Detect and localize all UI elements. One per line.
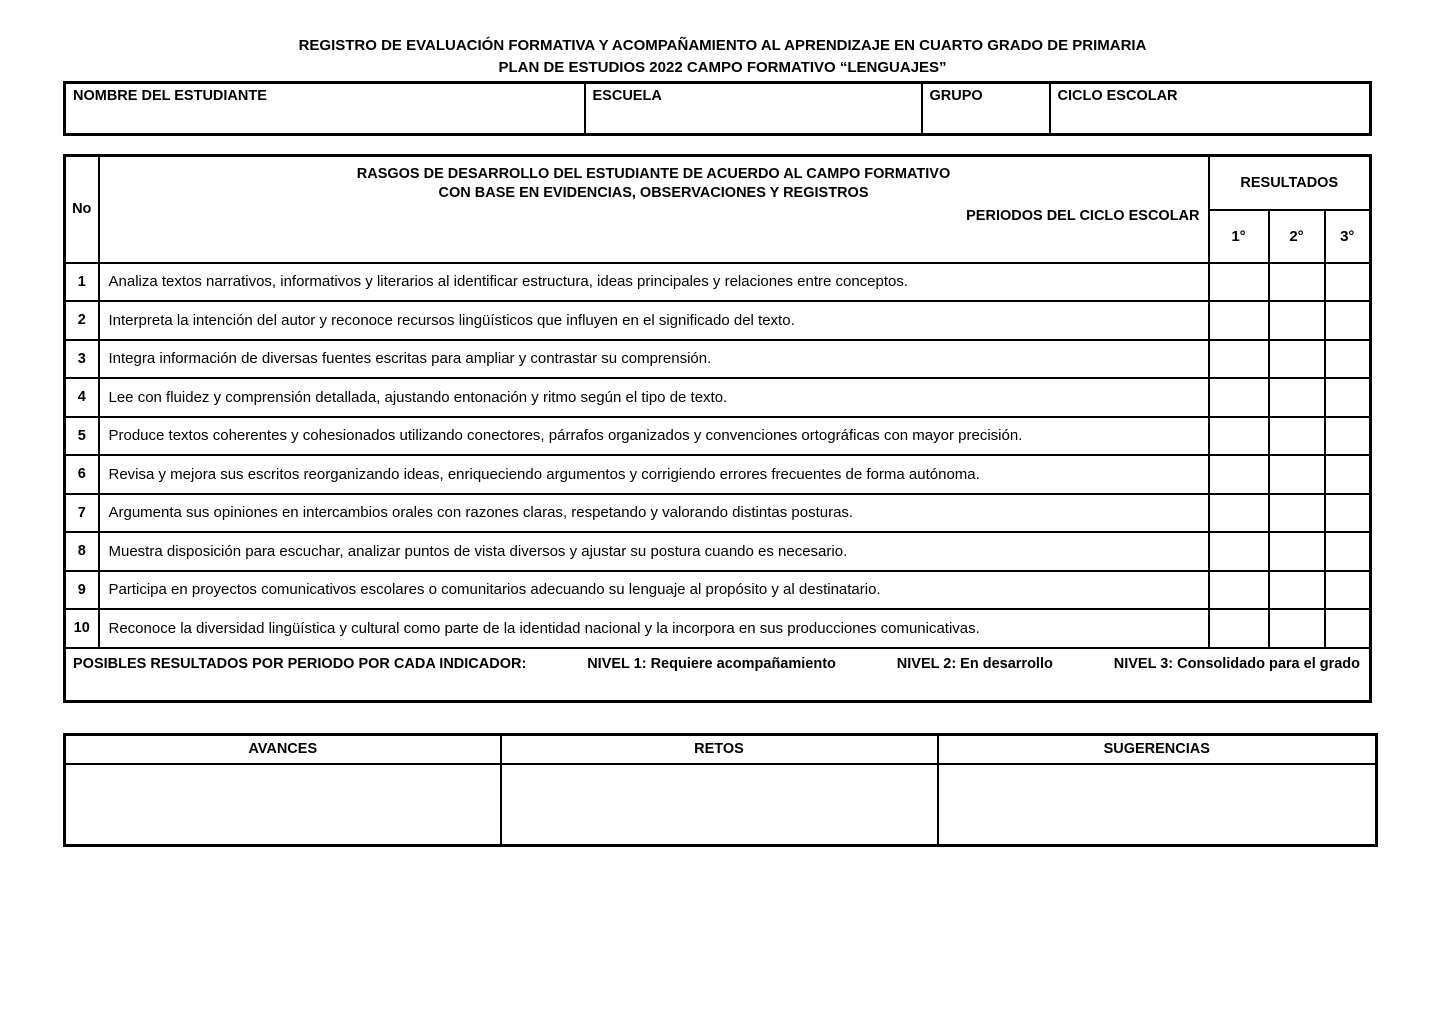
result-cell-period-1[interactable] [1209, 378, 1269, 417]
no-column-header: No [65, 156, 99, 263]
result-cell-period-3[interactable] [1325, 455, 1371, 494]
result-cell-period-2[interactable] [1269, 378, 1325, 417]
feedback-table [63, 733, 1378, 847]
result-cell-period-3[interactable] [1325, 378, 1371, 417]
row-number: 4 [65, 378, 99, 417]
sugerencias-field[interactable] [938, 764, 1377, 846]
student-info-row [65, 83, 1371, 135]
result-cell-period-3[interactable] [1325, 571, 1371, 610]
result-cell-period-1[interactable] [1209, 340, 1269, 379]
student-name-field[interactable] [65, 83, 585, 135]
rasgos-header-line-1: RASGOS DE DESARROLLO DEL ESTUDIANTE DE ACUERDO AL CAMPO FORMATIVO [356, 166, 951, 182]
indicator-row [65, 301, 1371, 340]
result-cell-period-1[interactable] [1209, 609, 1269, 648]
indicator-text: Reconoce la diversidad lingüística y cultural como parte de la identidad nacional y la incorpora en sus producciones comunicativas. [99, 609, 1209, 648]
legend-cell [65, 648, 1371, 702]
period-1-header: 1° [1209, 210, 1269, 263]
result-cell-period-2[interactable] [1269, 494, 1325, 533]
result-cell-period-3[interactable] [1325, 263, 1371, 302]
legend-level-3: NIVEL 3: Consolidado para el grado [1113, 655, 1361, 672]
row-number: 8 [65, 532, 99, 571]
results-header: RESULTADOS [1209, 156, 1371, 210]
indicator-row [65, 340, 1371, 379]
result-cell-period-3[interactable] [1325, 609, 1371, 648]
rasgos-header-line-2: CON BASE EN EVIDENCIAS, OBSERVACIONES Y REGISTROS [438, 185, 869, 201]
indicator-row [65, 532, 1371, 571]
result-cell-period-1[interactable] [1209, 455, 1269, 494]
row-number: 5 [65, 417, 99, 456]
result-cell-period-3[interactable] [1325, 494, 1371, 533]
result-cell-period-3[interactable] [1325, 417, 1371, 456]
indicator-row [65, 609, 1371, 648]
row-number: 7 [65, 494, 99, 533]
document-title [0, 35, 1445, 79]
indicator-text: Participa en proyectos comunicativos escolares o comunitarios adecuando su lenguaje al propósito y al destinatario. [99, 571, 1209, 610]
school-field[interactable] [585, 83, 922, 135]
school-year-label: CICLO ESCOLAR [1057, 88, 1178, 104]
legend-content [66, 649, 1369, 672]
result-cell-period-2[interactable] [1269, 532, 1325, 571]
result-cell-period-2[interactable] [1269, 455, 1325, 494]
period-2-header: 2° [1269, 210, 1325, 263]
period-3-header: 3° [1325, 210, 1371, 263]
indicators-header-row-1 [65, 156, 1371, 210]
student-name-label: NOMBRE DEL ESTUDIANTE [73, 88, 267, 104]
row-number: 9 [65, 571, 99, 610]
indicator-row [65, 494, 1371, 533]
result-cell-period-2[interactable] [1269, 571, 1325, 610]
indicator-text: Produce textos coherentes y cohesionados utilizando conectores, párrafos organizados y convenciones ortográficas con mayor precisión. [99, 417, 1209, 456]
result-cell-period-1[interactable] [1209, 494, 1269, 533]
indicator-row [65, 417, 1371, 456]
result-cell-period-3[interactable] [1325, 340, 1371, 379]
indicator-text: Revisa y mejora sus escritos reorganizando ideas, enriqueciendo argumentos y corrigiendo errores frecuentes de forma autónoma. [99, 455, 1209, 494]
legend-row [65, 648, 1371, 702]
rasgos-column-header [99, 156, 1209, 263]
avances-header: AVANCES [65, 735, 501, 764]
result-cell-period-1[interactable] [1209, 571, 1269, 610]
school-year-field[interactable] [1050, 83, 1371, 135]
sugerencias-header: SUGERENCIAS [938, 735, 1377, 764]
result-cell-period-2[interactable] [1269, 340, 1325, 379]
indicator-text: Argumenta sus opiniones en intercambios orales con razones claras, respetando y valorando distintas posturas. [99, 494, 1209, 533]
rasgos-header-lines [106, 165, 1202, 203]
indicator-row [65, 378, 1371, 417]
retos-header: RETOS [501, 735, 938, 764]
avances-field[interactable] [65, 764, 501, 846]
row-number: 2 [65, 301, 99, 340]
indicator-row [65, 455, 1371, 494]
row-number: 3 [65, 340, 99, 379]
result-cell-period-2[interactable] [1269, 263, 1325, 302]
result-cell-period-3[interactable] [1325, 301, 1371, 340]
result-cell-period-1[interactable] [1209, 532, 1269, 571]
result-cell-period-1[interactable] [1209, 301, 1269, 340]
title-line-1: REGISTRO DE EVALUACIÓN FORMATIVA Y ACOMPAÑAMIENTO AL APRENDIZAJE EN CUARTO GRADO DE PRIMARIA [298, 37, 1147, 54]
indicator-text: Lee con fluidez y comprensión detallada, ajustando entonación y ritmo según el tipo de texto. [99, 378, 1209, 417]
indicator-text: Interpreta la intención del autor y reconoce recursos lingüísticos que influyen en el significado del texto. [99, 301, 1209, 340]
feedback-body-row [65, 764, 1377, 846]
result-cell-period-1[interactable] [1209, 417, 1269, 456]
indicator-text: Analiza textos narrativos, informativos y literarios al identificar estructura, ideas principales y relaciones entre conceptos. [99, 263, 1209, 302]
result-cell-period-2[interactable] [1269, 609, 1325, 648]
title-line-2: PLAN DE ESTUDIOS 2022 CAMPO FORMATIVO “LENGUAJES” [498, 59, 947, 76]
group-label: GRUPO [929, 88, 983, 104]
retos-field[interactable] [501, 764, 938, 846]
indicator-text: Muestra disposición para escuchar, analizar puntos de vista diversos y ajustar su postura cuando es necesario. [99, 532, 1209, 571]
indicators-table [63, 154, 1372, 703]
row-number: 10 [65, 609, 99, 648]
result-cell-period-1[interactable] [1209, 263, 1269, 302]
student-info-table [63, 81, 1372, 136]
feedback-header-row [65, 735, 1377, 764]
result-cell-period-2[interactable] [1269, 301, 1325, 340]
row-number: 6 [65, 455, 99, 494]
result-cell-period-3[interactable] [1325, 532, 1371, 571]
indicator-row [65, 571, 1371, 610]
legend-level-1: NIVEL 1: Requiere acompañamiento [587, 655, 836, 672]
legend-label: POSIBLES RESULTADOS POR PERIODO POR CADA INDICADOR: [73, 655, 527, 672]
periods-caption: PERIODOS DEL CICLO ESCOLAR [966, 208, 1200, 224]
indicator-row [65, 263, 1371, 302]
result-cell-period-2[interactable] [1269, 417, 1325, 456]
row-number: 1 [65, 263, 99, 302]
legend-level-2: NIVEL 2: En desarrollo [896, 655, 1053, 672]
indicator-rows [65, 263, 1371, 648]
indicator-text: Integra información de diversas fuentes escritas para ampliar y contrastar su comprensión. [99, 340, 1209, 379]
group-field[interactable] [922, 83, 1050, 135]
school-label: ESCUELA [592, 88, 662, 104]
